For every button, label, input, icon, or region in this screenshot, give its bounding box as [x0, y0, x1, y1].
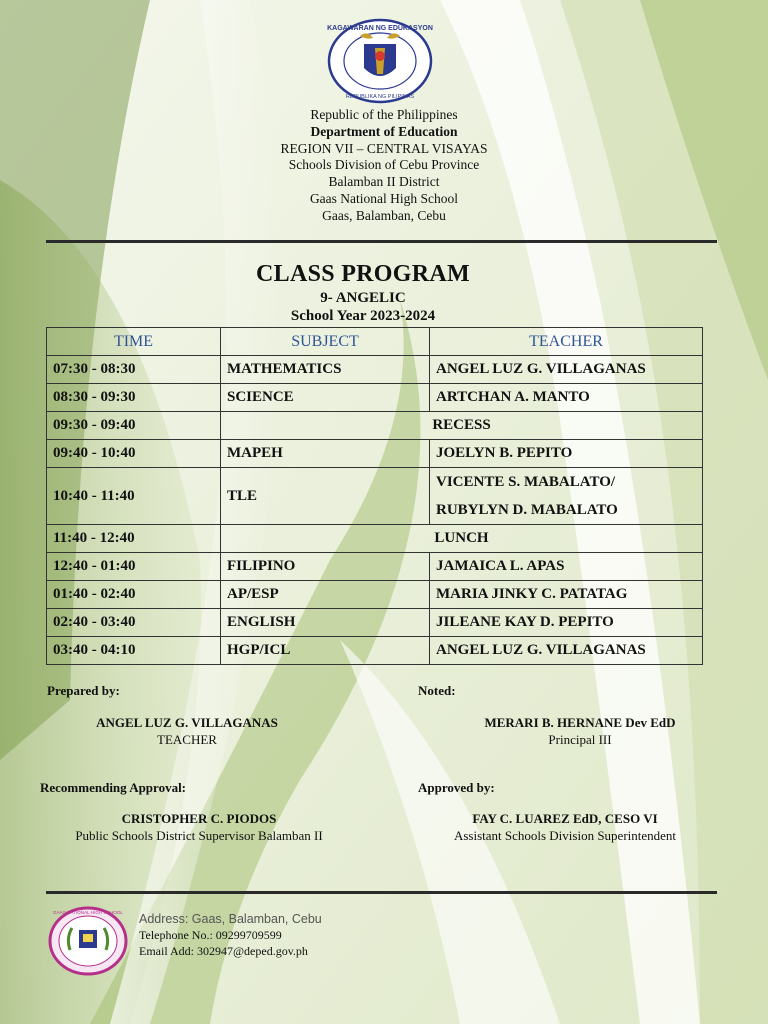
cell-subject: FILIPINO	[221, 553, 430, 581]
approved-by-label: Approved by:	[418, 780, 495, 795]
column-header-teacher: TEACHER	[430, 328, 703, 356]
school-seal-text: GAAS NATIONAL HIGH SCHOOL	[53, 910, 123, 915]
footer-email: Email Add: 302947@deped.gov.ph	[139, 944, 308, 958]
header-school: Gaas National High School	[309, 190, 459, 206]
cell-teacher: JILEANE KAY D. PEPITO	[430, 609, 703, 637]
class-schedule-table	[46, 327, 703, 665]
cell-teacher: ANGEL LUZ G. VILLAGANAS	[430, 356, 703, 384]
cell-teacher: ARTCHAN A. MANTO	[430, 384, 703, 412]
cell-time: 08:30 - 09:30	[47, 384, 221, 412]
recommending-approval-role: Public Schools District Supervisor Balamban II	[75, 828, 323, 843]
header-region: REGION VII – CENTRAL VISAYAS	[280, 140, 488, 156]
footer-divider	[46, 891, 717, 894]
header-divider	[46, 240, 717, 243]
prepared-by-label: Prepared by:	[47, 683, 120, 698]
cell-time: 09:40 - 10:40	[47, 440, 221, 468]
cell-teacher: JOELYN B. PEPITO	[430, 440, 703, 468]
table-row	[47, 637, 703, 665]
column-header-subject: SUBJECT	[221, 328, 430, 356]
prepared-by-role: TEACHER	[157, 732, 217, 747]
header-division: Schools Division of Cebu Province	[288, 157, 480, 173]
cell-teacher	[430, 468, 703, 525]
agency-header	[0, 107, 768, 225]
noted-role: Principal III	[548, 732, 612, 747]
approved-by-role: Assistant Schools Division Superintendent	[453, 828, 677, 843]
page-title: CLASS PROGRAM	[256, 261, 470, 287]
footer-telephone: Telephone No.: 09299709599	[139, 928, 282, 942]
recommending-approval-label: Recommending Approval:	[40, 780, 187, 795]
header-address: Gaas, Balamban, Cebu	[322, 207, 446, 223]
approved-by-name: FAY C. LUAREZ EdD, CESO VI	[472, 811, 658, 826]
table-row	[47, 581, 703, 609]
cell-teacher-line-2: RUBYLYN D. MABALATO	[436, 502, 618, 518]
cell-time: 10:40 - 11:40	[47, 468, 221, 525]
cell-teacher: JAMAICA L. APAS	[430, 553, 703, 581]
table-row-break	[47, 412, 703, 440]
section-name: 9- ANGELIC	[320, 290, 406, 306]
table-header-row	[47, 328, 703, 356]
header-country: Republic of the Philippines	[310, 107, 458, 122]
prepared-by-name: ANGEL LUZ G. VILLAGANAS	[96, 715, 278, 730]
recommending-approval-name: CRISTOPHER C. PIODOS	[121, 811, 277, 826]
cell-time: 11:40 - 12:40	[47, 525, 221, 553]
cell-time: 01:40 - 02:40	[47, 581, 221, 609]
cell-subject: MATHEMATICS	[221, 356, 430, 384]
deped-seal-logo	[327, 18, 433, 104]
table-row	[47, 468, 703, 525]
cell-time: 12:40 - 01:40	[47, 553, 221, 581]
noted-label: Noted:	[418, 683, 456, 698]
cell-time: 03:40 - 04:10	[47, 637, 221, 665]
header-department: Department of Education	[310, 123, 458, 139]
cell-subject: TLE	[221, 468, 430, 525]
footer-address: Address: Gaas, Balamban, Cebu	[139, 912, 322, 926]
noted-name: MERARI B. HERNANE Dev EdD	[484, 715, 676, 730]
seal-bottom-text: REPUBLIKA NG PILIPINAS	[345, 94, 415, 100]
cell-subject: AP/ESP	[221, 581, 430, 609]
table-row	[47, 609, 703, 637]
cell-teacher-line-1: VICENTE S. MABALATO/	[436, 474, 616, 490]
cell-recess: RECESS	[221, 412, 703, 440]
cell-time: 09:30 - 09:40	[47, 412, 221, 440]
cell-subject: MAPEH	[221, 440, 430, 468]
school-seal-logo	[48, 906, 128, 976]
table-row	[47, 356, 703, 384]
table-row	[47, 440, 703, 468]
table-row	[47, 384, 703, 412]
header-district: Balamban II District	[328, 174, 440, 190]
cell-time: 07:30 - 08:30	[47, 356, 221, 384]
seal-ring-text: KAGAWARAN NG EDUKASYON	[327, 25, 433, 32]
cell-subject: ENGLISH	[221, 609, 430, 637]
table-row-break	[47, 525, 703, 553]
cell-subject: SCIENCE	[221, 384, 430, 412]
table-row	[47, 553, 703, 581]
school-year: School Year 2023-2024	[290, 308, 436, 324]
cell-subject: HGP/ICL	[221, 637, 430, 665]
cell-teacher: ANGEL LUZ G. VILLAGANAS	[430, 637, 703, 665]
cell-teacher: MARIA JINKY C. PATATAG	[430, 581, 703, 609]
cell-time: 02:40 - 03:40	[47, 609, 221, 637]
cell-lunch: LUNCH	[221, 525, 703, 553]
column-header-time: TIME	[47, 328, 221, 356]
